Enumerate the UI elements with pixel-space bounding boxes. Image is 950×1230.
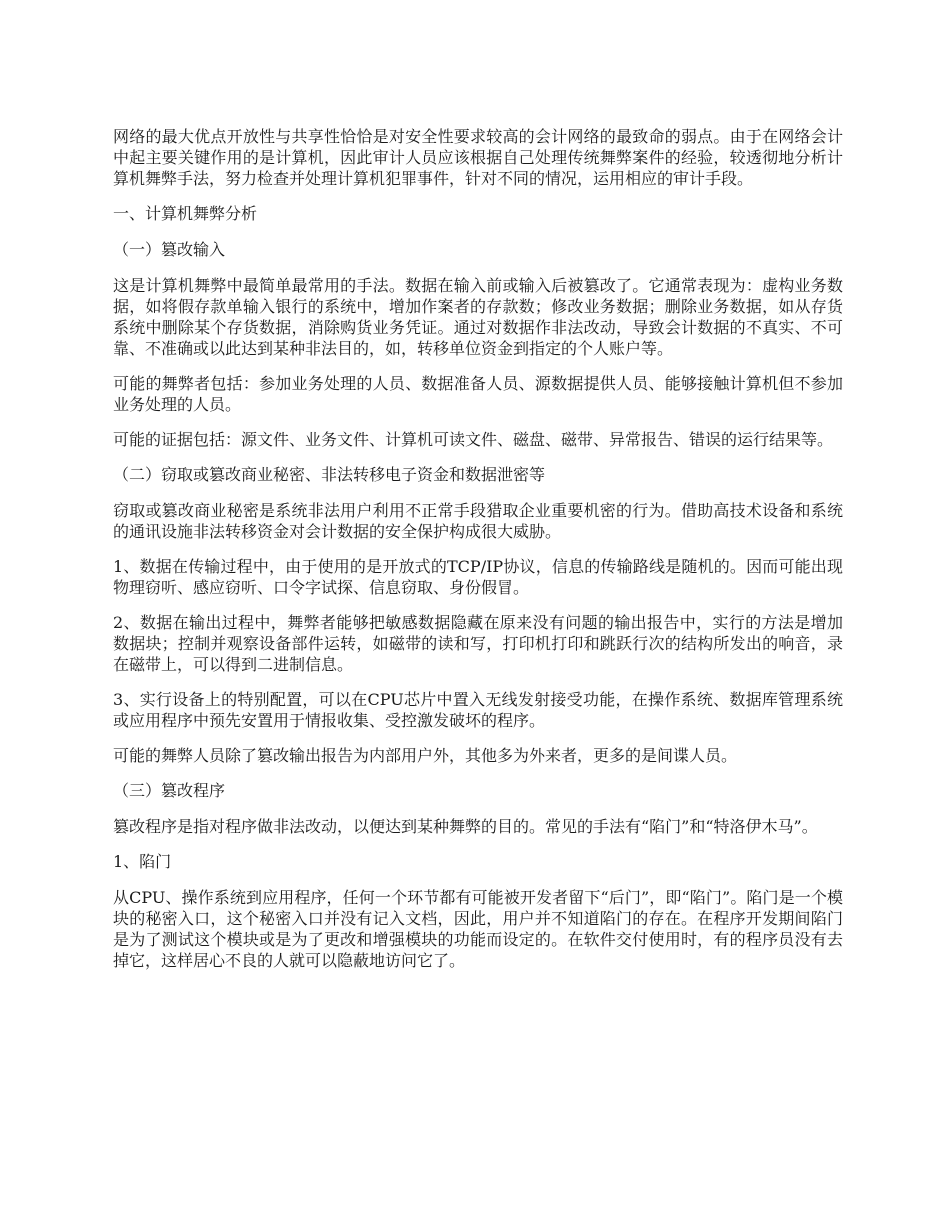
paragraph-trapdoor: 从CPU、操作系统到应用程序，任何一个环节都有可能被开发者留下“后门”，即“陷门”。陷门是一个模块的秘密入口，这个秘密入口并没有记入文档，因此，用户并不知道陷门的存在。在程序开发期间陷门是为了测试这个模块或是为了更改和增强模块的功能而设定的。在软件交付使用时，有的程序员没有去掉它，这样居心不良的人就可以隐蔽地访问它了。	[113, 888, 843, 970]
paragraph-tamper-program: 篡改程序是指对程序做非法改动，以便达到某种舞弊的目的。常见的手法有“陷门”和“特洛伊木马”。	[113, 817, 818, 836]
subsection-heading-1: （一）篡改输入	[113, 240, 226, 259]
subsection-heading-3: （三）篡改程序	[113, 781, 226, 800]
document-page	[113, 126, 843, 985]
item-heading-trapdoor: 1、陷门	[113, 852, 172, 871]
intro-paragraph: 网络的最大优点开放性与共享性恰恰是对安全性要求较高的会计网络的最致命的弱点。由于在网络会计中起主要关键作用的是计算机，因此审计人员应该根据自己处理传统舞弊案件的经验，较透彻地分析计算机舞弊手法，努力检查并处理计算机犯罪事件，针对不同的情况，运用相应的审计手段。	[113, 127, 843, 188]
subsection-heading-2: （二）窃取或篡改商业秘密、非法转移电子资金和数据泄密等	[113, 465, 546, 484]
section-heading-1: 一、计算机舞弊分析	[113, 204, 258, 223]
paragraph-possible-evidence: 可能的证据包括：源文件、业务文件、计算机可读文件、磁盘、磁带、异常报告、错误的运行结果等。	[113, 430, 834, 449]
paragraph-device-config: 3、实行设备上的特别配置，可以在CPU芯片中置入无线发射接受功能，在操作系统、数据库管理系统或应用程序中预先安置用于情报收集、受控激发破坏的程序。	[113, 690, 843, 730]
paragraph-possible-fraudsters: 可能的舞弊者包括：参加业务处理的人员、数据准备人员、源数据提供人员、能够接触计算机但不参加业务处理的人员。	[113, 374, 843, 414]
paragraph-output: 2、数据在输出过程中，舞弊者能够把敏感数据隐藏在原来没有问题的输出报告中，实行的方法是增加数据块；控制并观察设备部件运转，如磁带的读和写，打印机打印和跳跃行次的结构所发出的响音，录在磁带上，可以得到二进制信息。	[113, 613, 843, 674]
paragraph-transmission: 1、数据在传输过程中，由于使用的是开放式的TCP/IP协议，信息的传输路线是随机的。因而可能出现物理窃听、感应窃听、口令字试探、信息窃取、身份假冒。	[113, 557, 843, 597]
paragraph-trade-secrets: 窃取或篡改商业秘密是系统非法用户利用不正常手段猎取企业重要机密的行为。借助高技术设备和系统的通讯设施非法转移资金对会计数据的安全保护构成很大威胁。	[113, 501, 843, 541]
paragraph-tamper-input: 这是计算机舞弊中最简单最常用的手法。数据在输入前或输入后被篡改了。它通常表现为：虚构业务数据，如将假存款单输入银行的系统中，增加作案者的存款数；修改业务数据；删除业务数据，如从存货系统中删除某个存货数据，消除购货业务凭证。通过对数据作非法改动，导致会计数据的不真实、不可靠、不准确或以此达到某种非法目的，如，转移单位资金到指定的个人账户等。	[113, 276, 843, 358]
paragraph-fraud-personnel: 可能的舞弊人员除了篡改输出报告为内部用户外，其他多为外来者，更多的是间谍人员。	[113, 746, 738, 765]
